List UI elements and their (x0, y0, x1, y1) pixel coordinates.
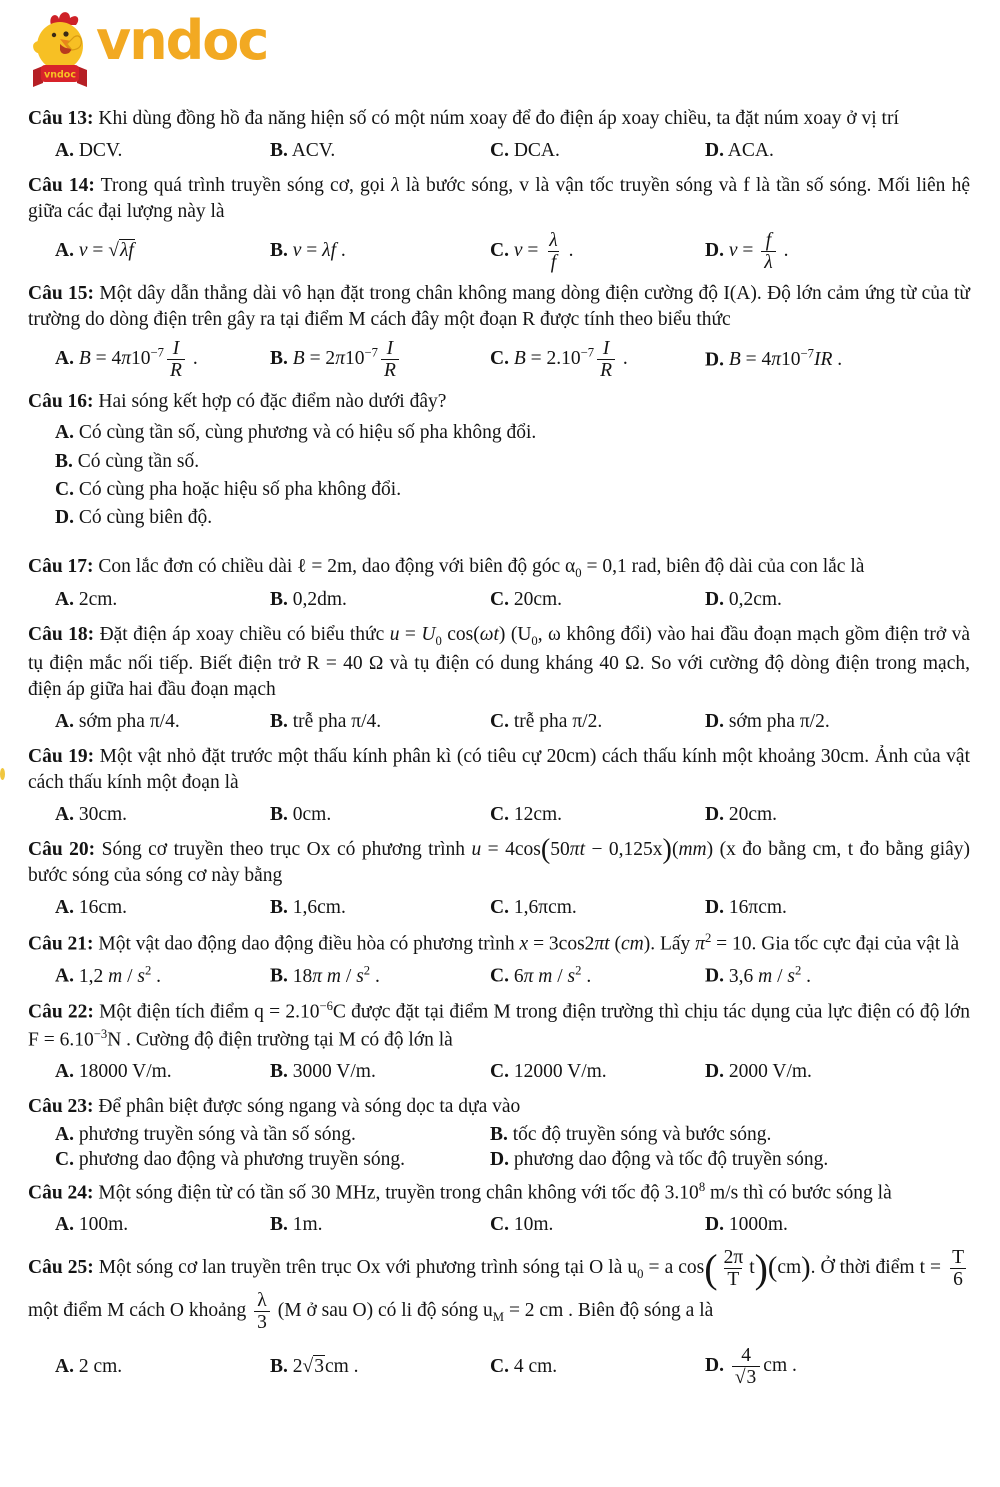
question-14-option-d (705, 230, 970, 273)
option-key: D. (705, 1060, 724, 1082)
question-22-option-d (705, 1061, 970, 1083)
question-15-stem: Câu 15: Một dây dẫn thẳng dài vô hạn đặt trong chân không mang dòng điện cường độ I(A). Độ lớn cảm ứng từ của từ trường do dòng điện trên gây ra tại điểm M cách đây một đoạn R được tính theo biểu thức (28, 282, 970, 331)
option-key: C. (55, 478, 74, 500)
option-key: A. (55, 1355, 74, 1377)
question-19-option-d (705, 804, 970, 826)
option-key: C. (490, 139, 509, 161)
question-21 (28, 930, 970, 990)
question-17-option-a (55, 589, 270, 611)
question-22-options (55, 1058, 970, 1086)
option-text: Có cùng pha hoặc hiệu số pha không đổi. (78, 478, 402, 500)
option-text: 4 cm. (513, 1355, 558, 1377)
question-18-stem: Câu 18: Đặt điện áp xoay chiều có biểu thức $u = U_0$ cos(ωt) ($U_0$, ω không đổi) vào hai đầu đoạn mạch gồm điện trở và tụ điện mắc nối tiếp. Biết điện trở R = 40 Ω và tụ điện có dung kháng 40 Ω. So với cường độ dòng điện trong mạch, điện áp giữa hai đầu đoạn mạch (28, 624, 971, 701)
question-19 (28, 744, 970, 829)
question-25-stem: Câu 25: Một sóng cơ lan truyền trên trục Ox với phương trình sóng tại O là $u_0 = a$ cos( $\frac{2\pi}{T}$ t)(cm). Ở thời điểm t = $\frac{T}{6}$ một điểm M cách O khoảng $\frac{\lambda}{3}$ (M ở sau O) có li độ sóng $u_M = 2$ cm . Biên độ sóng a là (28, 1246, 965, 1334)
option-key: C. (490, 1060, 509, 1082)
option-text: 2√3cm . (292, 1355, 359, 1377)
question-13-stem: Câu 13: Khi dùng đồng hồ đa năng hiện số có một núm xoay để đo điện áp xoay chiều, ta đặt núm xoay ở vị trí (28, 108, 899, 129)
option-key: B. (270, 803, 288, 825)
question-14 (28, 173, 970, 273)
question-13-options (55, 137, 970, 165)
option-text: DCV. (78, 139, 123, 161)
option-key: D. (705, 1355, 724, 1377)
option-text: 0,2dm. (292, 589, 347, 611)
option-text: sớm pha π/4. (78, 710, 180, 732)
vndoc-logo (28, 0, 970, 106)
option-key: D. (490, 1149, 509, 1171)
option-text: 1,2 m / $s^2$ . (78, 963, 162, 987)
question-19-option-b (270, 804, 490, 826)
question-17 (28, 554, 970, 614)
option-text: ACA. (727, 139, 774, 161)
question-17-options (55, 586, 970, 614)
question-13-option-d (705, 140, 970, 162)
option-key: C. (490, 896, 509, 918)
question-25-options (55, 1345, 970, 1388)
question-18 (28, 622, 970, 735)
option-text: v = √λf (78, 240, 134, 262)
question-23-option-c (55, 1149, 490, 1171)
question-21-options (55, 962, 970, 990)
question-14-stem: Câu 14: Trong quá trình truyền sóng cơ, gọi λ là bước sóng, v là vận tốc truyền sóng và f là tần số sóng. Mối liên hệ giữa các đại lượng này là (28, 174, 970, 223)
question-25-option-b (270, 1356, 490, 1378)
option-key: A. (55, 803, 74, 825)
option-key: A. (55, 1060, 74, 1082)
option-text: 18000 V/m. (78, 1060, 172, 1082)
question-19-options (55, 801, 970, 829)
option-text: phương dao động và tốc độ truyền sóng. (513, 1149, 829, 1171)
option-key: B. (270, 1060, 288, 1082)
question-24-option-d (705, 1214, 970, 1236)
option-text: $B = 2\pi 10^{-7}$ $\frac{I}{R}$ (293, 348, 402, 369)
question-24-option-a (55, 1214, 270, 1236)
option-text: 2000 V/m. (728, 1060, 812, 1082)
option-text: trễ pha π/4. (292, 710, 382, 732)
option-key: B. (270, 1214, 288, 1236)
question-13-option-c (490, 140, 705, 162)
option-text: 3000 V/m. (292, 1060, 376, 1082)
option-key: C. (490, 803, 509, 825)
option-text: ACV. (291, 139, 336, 161)
option-text: 1,6πcm. (513, 896, 577, 918)
option-key: B. (270, 347, 288, 369)
option-key: B. (270, 139, 288, 161)
question-15 (28, 281, 970, 381)
question-21-option-a (55, 963, 270, 988)
question-25-option-c (490, 1356, 705, 1378)
option-text: 16cm. (78, 896, 128, 918)
question-18-option-c (490, 711, 705, 733)
option-key: A. (55, 1214, 74, 1236)
option-key: B. (270, 240, 288, 262)
option-text: sớm pha π/2. (728, 710, 830, 732)
question-13-option-a (55, 140, 270, 162)
option-key: A. (55, 1124, 74, 1146)
option-key: B. (55, 450, 73, 472)
question-17-option-d (705, 589, 970, 611)
question-20 (28, 833, 971, 922)
option-key: A. (55, 139, 74, 161)
option-key: A. (55, 965, 74, 987)
chicken-mascot-icon (30, 8, 90, 92)
option-text: Có cùng biên độ. (78, 507, 213, 529)
scan-artifact (0, 768, 5, 780)
question-24-stem: Câu 24: Một sóng điện từ có tần số 30 MHz, truyền trong chân không với tốc độ 3.10$^8$ m/s thì có bước sóng là (28, 1180, 892, 1204)
option-text: Có cùng tần số, cùng phương và có hiệu số pha không đổi. (78, 422, 537, 444)
question-15-options (55, 338, 970, 381)
option-key: D. (705, 1214, 724, 1236)
option-key: C. (490, 347, 509, 369)
question-14-option-c (490, 230, 705, 273)
question-15-option-d (705, 347, 970, 372)
question-23-option-a (55, 1124, 490, 1146)
option-key: D. (705, 710, 724, 732)
option-text: 12cm. (513, 803, 563, 825)
question-23-option-d (490, 1149, 970, 1171)
option-key: B. (270, 589, 288, 611)
question-17-stem: Câu 17: Con lắc đơn có chiều dài ℓ = 2m, dao động với biên độ góc $\alpha_0 = 0,1$ rad, biên độ dài của con lắc là (28, 556, 865, 581)
option-key: D. (705, 965, 724, 987)
option-text: 2 cm. (78, 1355, 123, 1377)
option-key: D. (705, 239, 724, 261)
option-key: D. (705, 589, 724, 611)
option-key: A. (55, 710, 74, 732)
question-18-option-a (55, 711, 270, 733)
option-text: 10m. (513, 1214, 554, 1236)
option-text: v = $\frac{\lambda}{f}$ . (513, 229, 574, 273)
option-key: B. (270, 896, 288, 918)
question-17-option-c (490, 589, 705, 611)
option-key: C. (490, 1214, 509, 1236)
option-text: 3,6 m / $s^2$ . (728, 963, 812, 987)
option-key: D. (705, 896, 724, 918)
option-text: 0cm. (292, 803, 332, 825)
option-key: A. (55, 347, 74, 369)
option-key: A. (55, 589, 74, 611)
option-key: A. (55, 896, 74, 918)
question-25 (28, 1247, 970, 1388)
question-14-option-a (55, 240, 270, 262)
ribbon-text: vndoc (44, 69, 76, 81)
option-key: C. (490, 710, 509, 732)
option-key: B. (270, 710, 288, 732)
question-15-option-a (55, 338, 270, 381)
question-22-stem: Câu 22: Một điện tích điểm $q = 2.10^{-6}C$ được đặt tại điểm M trong điện trường thì chịu tác dụng của lực điện có độ lớn $F = 6.10^{-3}N$ . Cường độ điện trường tại M có độ lớn là (28, 998, 970, 1051)
option-text: phương dao động và phương truyền sóng. (78, 1149, 405, 1171)
questions (28, 106, 970, 1389)
option-text: 30cm. (78, 803, 128, 825)
question-17-option-b (270, 589, 490, 611)
question-16 (28, 389, 970, 533)
question-24-option-c (490, 1214, 705, 1236)
option-text: $B = 2.10^{-7}$ $\frac{I}{R}$ . (513, 337, 628, 381)
question-20-option-b (270, 897, 490, 919)
question-19-stem: Câu 19: Một vật nhỏ đặt trước một thấu kính phân kì (có tiêu cự 20cm) cách thấu kính một khoảng 30cm. Ảnh của vật cách thấu kính một đoạn là (28, 745, 971, 794)
question-15-option-c (490, 338, 705, 381)
option-text: $B = 4\pi 10^{-7}IR$ . (728, 346, 843, 371)
question-14-options (55, 230, 970, 273)
question-20-option-d (705, 897, 970, 919)
option-key: D. (705, 139, 724, 161)
option-key: D. (55, 507, 74, 529)
option-key: D. (705, 803, 724, 825)
question-24-options (55, 1211, 970, 1239)
question-20-stem: Câu 20: Sóng cơ truyền theo trục Ox có phương trình u = 4cos(50πt − 0,125x)(mm) (x đo bằng cm, t đo bằng giây) bước sóng của sóng cơ này bằng (28, 833, 971, 887)
question-21-stem: Câu 21: Một vật dao động dao động điều hòa có phương trình x = 3cos2πt (cm). Lấy $\pi^2 = 10$. Gia tốc cực đại của vật là (28, 930, 960, 955)
question-16-option-a (55, 419, 970, 447)
option-text: 12000 V/m. (513, 1060, 607, 1082)
question-13-option-b (270, 140, 490, 162)
question-22-option-b (270, 1061, 490, 1083)
option-text: 20cm. (513, 589, 563, 611)
question-20-options (55, 894, 970, 922)
option-key: C. (55, 1149, 74, 1171)
question-23-options (55, 1124, 970, 1171)
option-text: $B = 4\pi 10^{-7}$ $\frac{I}{R}$ . (78, 337, 198, 381)
question-25-option-d (705, 1345, 970, 1388)
option-text: 16πcm. (728, 896, 787, 918)
question-23 (28, 1094, 970, 1172)
question-24-option-b (270, 1214, 490, 1236)
option-text: tốc độ truyền sóng và bước sóng. (512, 1124, 772, 1146)
brand-wordmark: vndoc (96, 9, 268, 72)
question-18-option-b (270, 711, 490, 733)
question-22-option-c (490, 1061, 705, 1083)
question-22-option-a (55, 1061, 270, 1083)
option-text: 1000m. (728, 1214, 788, 1236)
option-text: 0,2cm. (728, 589, 782, 611)
option-text: 1,6cm. (292, 896, 346, 918)
option-text: 6π m / $s^2$ . (513, 963, 592, 987)
option-text: DCA. (513, 139, 560, 161)
option-key: D. (705, 349, 724, 371)
option-text: v = λf . (292, 240, 346, 262)
question-20-option-c (490, 897, 705, 919)
option-text: 100m. (78, 1214, 129, 1236)
option-key: B. (270, 1355, 288, 1377)
question-22 (28, 998, 970, 1086)
question-23-option-b (490, 1124, 970, 1146)
question-15-option-b (270, 338, 490, 381)
question-13 (28, 106, 970, 165)
option-text: 20cm. (728, 803, 778, 825)
question-16-stem: Câu 16: Hai sóng kết hợp có đặc điểm nào dưới đây? (28, 390, 447, 412)
question-19-option-c (490, 804, 705, 826)
question-20-option-a (55, 897, 270, 919)
question-16-option-d (55, 504, 970, 532)
option-key: C. (490, 239, 509, 261)
option-text: $\frac{4}{√3}$ cm . (729, 1355, 797, 1376)
question-24 (28, 1179, 970, 1239)
option-key: A. (55, 422, 74, 444)
option-key: C. (490, 589, 509, 611)
option-key: A. (55, 240, 74, 262)
question-16-options (28, 419, 970, 532)
question-14-option-b (270, 240, 490, 262)
question-23-stem: Câu 23: Để phân biệt được sóng ngang và sóng dọc ta dựa vào (28, 1095, 521, 1117)
option-text: 2cm. (78, 589, 118, 611)
question-16-option-c (55, 476, 970, 504)
option-text: trễ pha π/2. (513, 710, 603, 732)
question-18-options (55, 708, 970, 736)
question-21-option-d (705, 963, 970, 988)
option-key: C. (490, 1355, 509, 1377)
question-16-option-b (55, 448, 970, 476)
question-18-option-d (705, 711, 970, 733)
option-key: C. (490, 965, 509, 987)
question-21-option-b (270, 963, 490, 988)
question-25-option-a (55, 1356, 270, 1378)
option-text: 1m. (292, 1214, 323, 1236)
option-text: phương truyền sóng và tần số sóng. (78, 1124, 356, 1146)
question-21-option-c (490, 963, 705, 988)
option-text: 18π m / $s^2$ . (292, 963, 380, 987)
question-19-option-a (55, 804, 270, 826)
option-text: v = $\frac{f}{\lambda}$ . (728, 229, 789, 273)
option-key: B. (490, 1124, 508, 1146)
option-text: Có cùng tần số. (77, 450, 200, 472)
option-key: B. (270, 965, 288, 987)
